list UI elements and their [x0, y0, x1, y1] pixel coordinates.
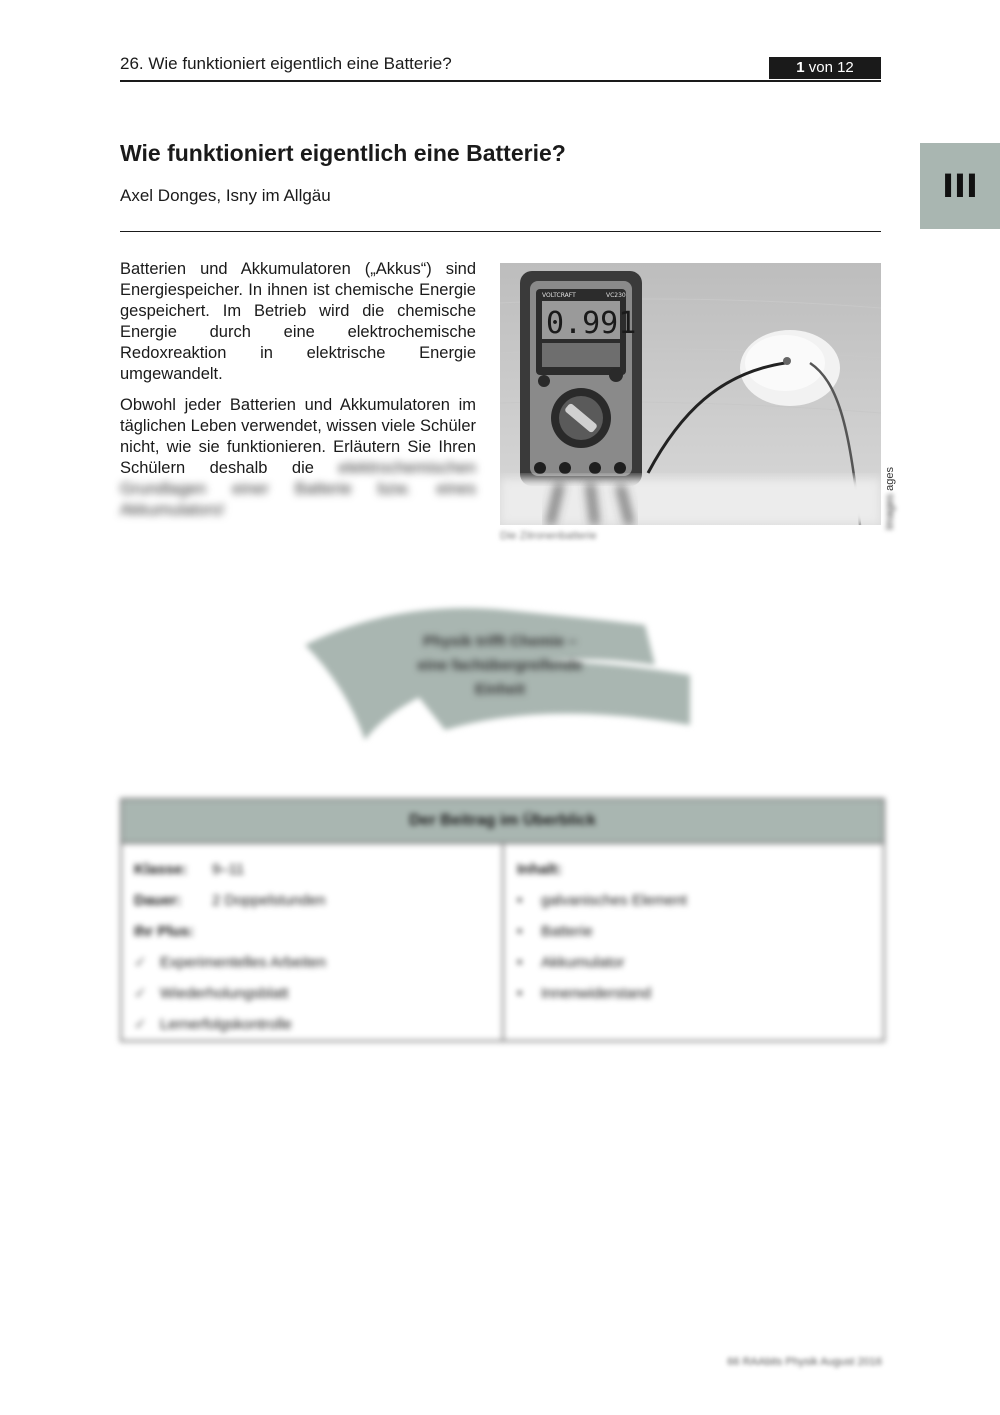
inhalt-item: galvanisches Element	[541, 892, 687, 909]
list-item	[134, 1009, 499, 1040]
list-item	[517, 885, 867, 916]
inhalt-item: Innenwiderstand	[541, 985, 652, 1002]
intro-paragraph-2-blurred: elektrochemischen Grundlagen einer Batterie bzw. eines Akkumulators!	[120, 459, 476, 519]
column-divider	[502, 844, 504, 1040]
photo-credit-visible: ages	[884, 467, 896, 491]
inhalt-label: Inhalt:	[517, 861, 562, 878]
inhalt-item: Batterie	[541, 923, 593, 940]
banner-line-3: Einheit	[474, 681, 525, 698]
page-total: von 12	[804, 59, 854, 76]
banner-line-2: eine fachübergreifende	[417, 657, 583, 674]
article-author: Axel Donges, Isny im Allgäu	[120, 186, 331, 205]
list-item	[517, 978, 867, 1009]
check-icon: ✓	[134, 985, 147, 1002]
klasse-label: Klasse:	[134, 861, 188, 878]
plus-item: Wiederholungsblatt	[160, 985, 289, 1002]
article-title: Wie funktioniert eigentlich eine Batterie?	[120, 140, 566, 166]
multimeter-photo	[500, 263, 881, 525]
page-indicator	[769, 57, 881, 79]
overview-heading: Der Beitrag im Überblick	[122, 800, 883, 844]
meter-reading: 0.991	[546, 306, 637, 341]
check-icon: ✓	[134, 1016, 147, 1033]
klasse-value: 9–11	[212, 861, 245, 878]
intro-text	[120, 259, 476, 531]
overview-right-column	[517, 854, 867, 1009]
running-head	[120, 54, 881, 82]
plus-item: Experimentelles Arbeiten	[160, 954, 326, 971]
list-item	[134, 947, 499, 978]
inhalt-item: Akkumulator	[541, 954, 625, 971]
dauer-value: 2 Doppelstunden	[212, 892, 326, 909]
photo-caption: Die Zitronenbatterie	[500, 530, 597, 542]
check-icon: ✓	[134, 954, 147, 971]
overview-inhalt	[517, 854, 867, 885]
intro-paragraph-1: Batterien und Akkumulatoren („Akkus“) sind Energiespeicher. In ihnen ist chemische Energie gespeichert. Im Betrieb wird die chemische Energie durch eine elektrochemische Redoxreaktion in elektrische Energie umgewandelt.	[120, 260, 476, 383]
banner-line-1: Physik trifft Chemie –	[423, 633, 577, 650]
overview-klasse	[134, 854, 499, 885]
meter-brand: VOLTCRAFT	[542, 292, 576, 299]
intro-paragraph-2	[120, 395, 476, 521]
bullet-icon: •	[517, 923, 523, 940]
running-title: 26. Wie funktioniert eigentlich eine Batterie?	[120, 54, 452, 73]
overview-plus	[134, 916, 499, 947]
overview-box	[120, 798, 885, 1042]
overview-left-column	[134, 854, 499, 1040]
bullet-icon: •	[517, 892, 523, 909]
bullet-icon: •	[517, 985, 523, 1002]
overview-columns	[122, 844, 883, 1040]
page-footer: 66 RAAbits Physik August 2016	[727, 1356, 882, 1368]
photo-credit-blurred: Images	[884, 493, 896, 530]
list-item	[517, 916, 867, 947]
header-rule	[120, 231, 881, 232]
photo-credit	[884, 450, 904, 530]
list-item	[134, 978, 499, 1009]
plus-label: Ihr Plus:	[134, 923, 195, 940]
overview-dauer	[134, 885, 499, 916]
dauer-label: Dauer:	[134, 892, 182, 909]
page-number: 1	[796, 59, 805, 76]
plus-item: Lernerfolgskontrolle	[160, 1016, 292, 1033]
banner-text	[370, 630, 630, 702]
bullet-icon: •	[517, 954, 523, 971]
list-item	[517, 947, 867, 978]
chapter-tab: III	[920, 143, 1000, 229]
intro-paragraph-2-visible: Obwohl jeder Batterien und Akkumulatoren im täglichen Leben verwendet, wissen viele Schüler nicht, wie sie funktionieren. Erläutern Sie Ihren Schülern deshalb die	[120, 396, 476, 477]
meter-model: VC230	[606, 292, 626, 299]
